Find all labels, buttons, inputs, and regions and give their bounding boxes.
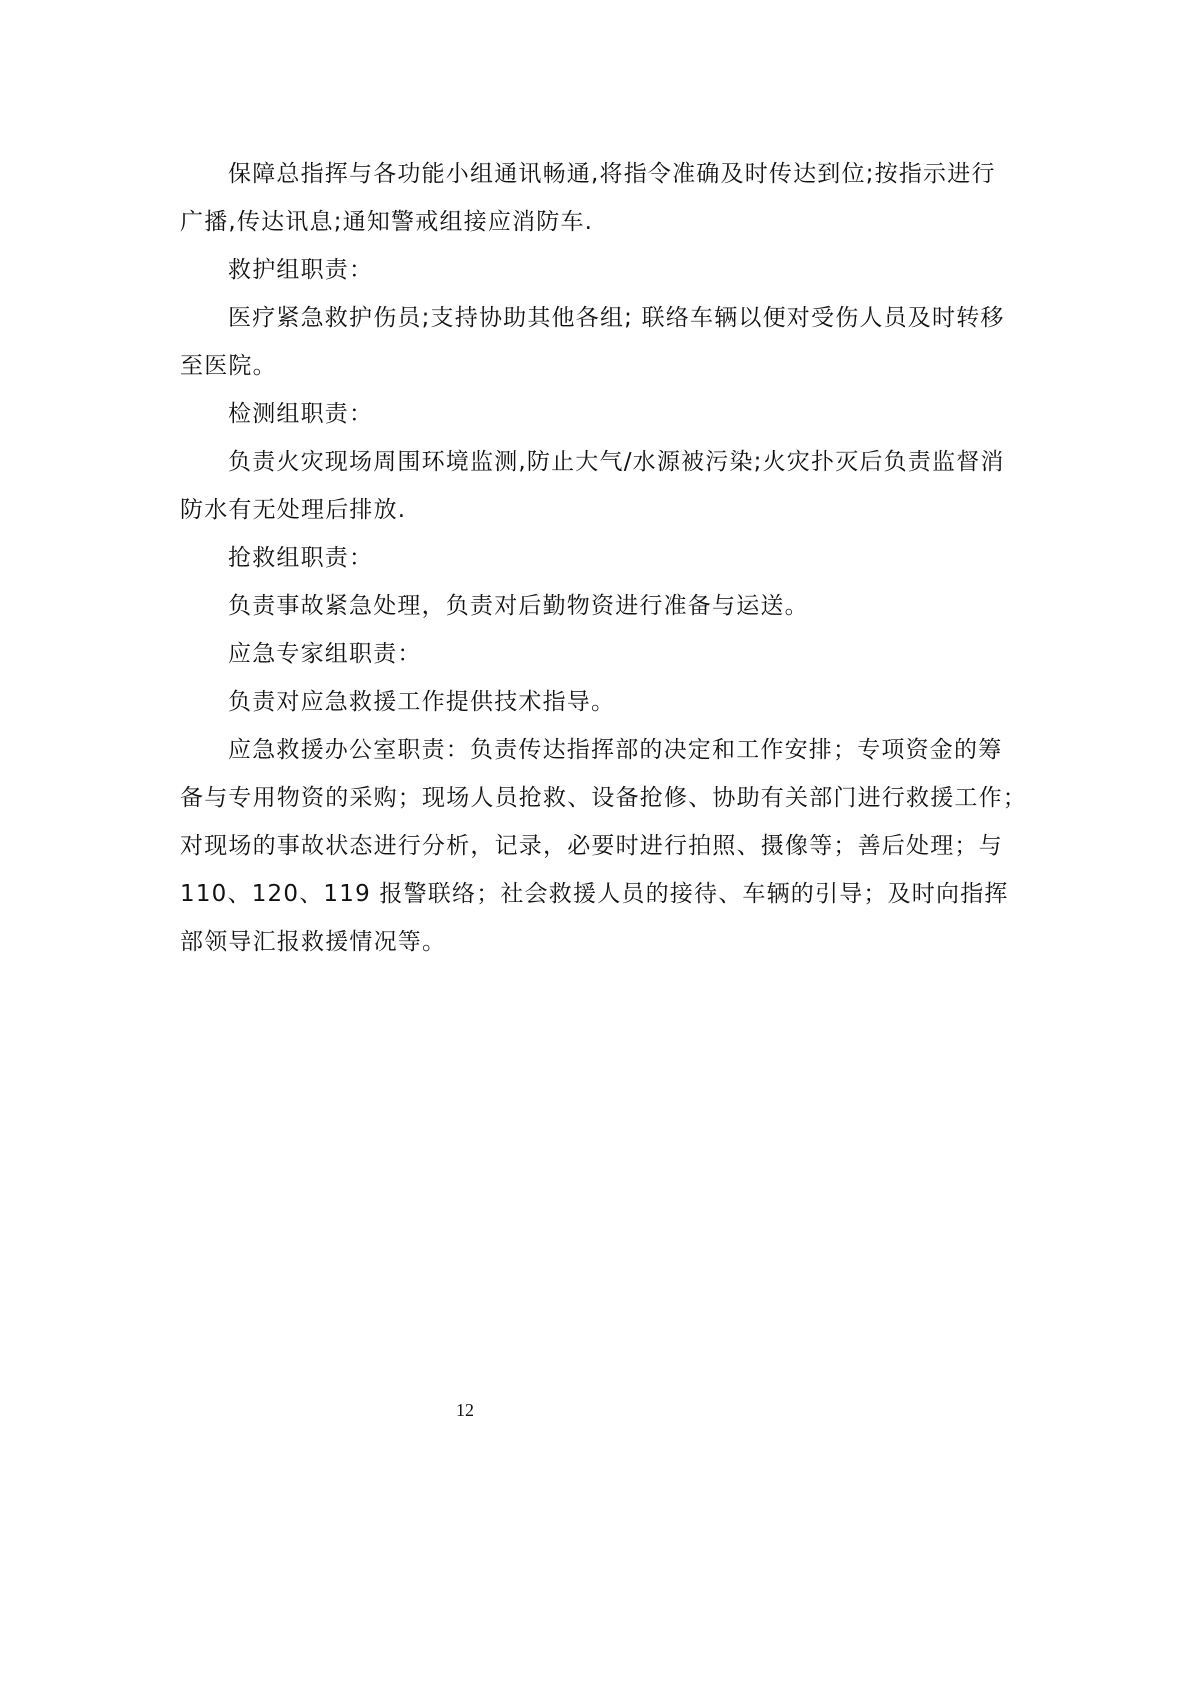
text-line: 广播,传达讯息;通知警戒组接应消防车.	[180, 209, 594, 235]
text-line: 对现场的事故状态进行分析，记录，必要时进行拍照、摄像等；善后处理；与	[180, 833, 1003, 859]
text-line: 至医院。	[180, 353, 277, 379]
text-line: 部领导汇报救援情况等。	[180, 929, 447, 955]
text-line: 负责事故紧急处理，负责对后勤物资进行准备与运送。	[228, 593, 809, 619]
text-line: 医疗紧急救护伤员;支持协助其他各组; 联络车辆以便对受伤人员及时转移	[228, 305, 1005, 331]
text-line: 备与专用物资的采购；现场人员抢救、设备抢修、协助有关部门进行救援工作；	[180, 785, 1027, 811]
section-heading: 检测组职责：	[228, 401, 374, 427]
text-line: 负责火灾现场周围环境监测,防止大气/水源被污染;火灾扑灭后负责监督消	[228, 449, 1005, 475]
text-line: 保障总指挥与各功能小组通讯畅通,将指令准确及时传达到位;按指示进行	[228, 161, 996, 187]
section-heading: 应急专家组职责：	[228, 641, 422, 667]
text-line: 负责对应急救援工作提供技术指导。	[228, 689, 616, 715]
text-line: 应急救援办公室职责：负责传达指挥部的决定和工作安排；专项资金的筹	[228, 737, 1003, 763]
document-body	[180, 150, 1040, 966]
section-heading: 抢救组职责：	[228, 545, 374, 571]
section-heading: 救护组职责：	[228, 257, 374, 283]
text-line: 110、120、119 报警联络；社会救援人员的接待、车辆的引导；及时向指挥	[180, 881, 1009, 907]
page-number: 12	[456, 1400, 474, 1420]
text-line: 防水有无处理后排放.	[180, 497, 407, 523]
